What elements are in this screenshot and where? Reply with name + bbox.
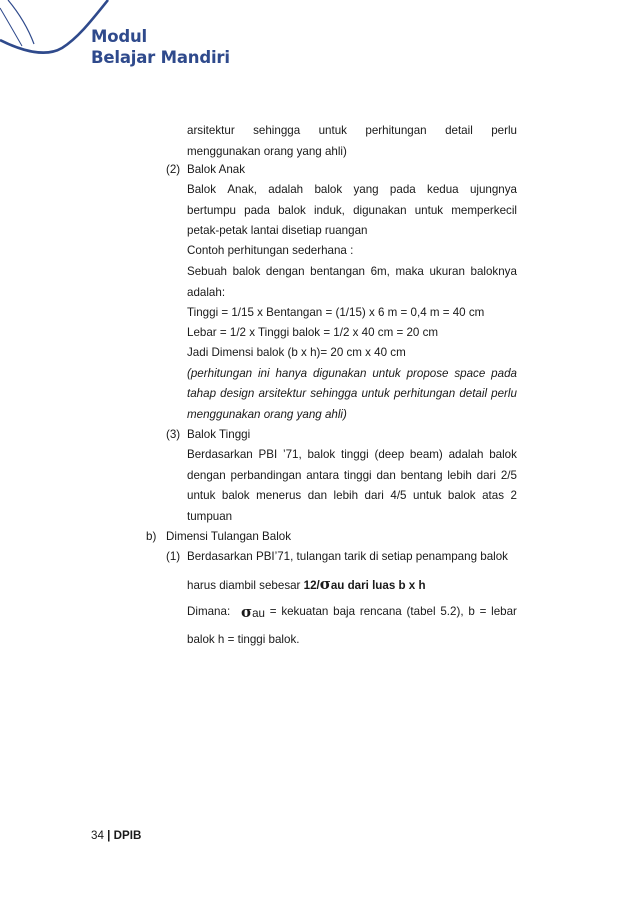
rule-line — [187, 577, 426, 593]
text-line: Contoh perhitungan sederhana : — [187, 244, 354, 257]
text-line: Berdasarkan PBI’71, tulangan tarik di setiap penampang balok — [187, 550, 508, 563]
definition-word: = — [479, 605, 487, 618]
sigma-symbol: σ — [319, 575, 331, 593]
definition-label: Dimana: — [187, 605, 231, 618]
word: kedua — [427, 183, 459, 196]
definition-words — [241, 605, 517, 621]
rule-bold-a: 12/ — [303, 579, 320, 592]
definition-word: b — [468, 605, 475, 618]
definition-word: kekuatan — [281, 605, 329, 618]
list-number: (2) — [166, 163, 181, 176]
justified-line — [187, 448, 517, 462]
word: Berdasarkan — [187, 448, 253, 461]
justified-line — [187, 124, 517, 138]
word: Anak, — [227, 183, 257, 196]
word: untuk — [372, 367, 401, 380]
brand-line-2: Belajar Mandiri — [91, 48, 230, 67]
word: ujungnya — [469, 183, 517, 196]
word: detail — [459, 387, 488, 400]
word: dari — [364, 489, 384, 502]
sigma-symbol: σ — [241, 603, 253, 621]
word: ukuran — [429, 265, 465, 278]
word: atas — [482, 489, 505, 502]
definition-word: au — [252, 607, 265, 620]
word: balok — [221, 489, 250, 502]
word: tahap — [187, 387, 217, 400]
word: beam) — [409, 448, 443, 461]
word: adalah — [268, 183, 304, 196]
word: digunakan — [353, 204, 407, 217]
word: lebih — [447, 469, 472, 482]
word: tinggi — [343, 469, 372, 482]
word: maka — [395, 265, 424, 278]
word: untuk — [361, 387, 390, 400]
word: bentangan — [310, 265, 365, 278]
word: adalah — [448, 448, 484, 461]
definition-word: (tabel — [406, 605, 436, 618]
word: menerus — [256, 489, 302, 502]
definition-word: lebar — [491, 605, 517, 618]
justified-line — [187, 204, 517, 218]
justified-line — [187, 469, 517, 483]
text-line: menggunakan orang yang ahli) — [187, 145, 347, 158]
word: (perhitungan — [187, 367, 253, 380]
definition-line — [187, 605, 517, 621]
rule-bold-b: au dari luas b x h — [330, 579, 426, 592]
word: Sebuah — [187, 265, 227, 278]
word: dari — [476, 469, 496, 482]
word: digunakan — [312, 367, 367, 380]
definition-word: 5.2), — [440, 605, 464, 618]
word: arsitektur — [258, 387, 307, 400]
footer-separator: | — [107, 829, 111, 842]
subheading-balok-anak: Balok Anak — [187, 163, 246, 176]
word: untuk — [414, 204, 444, 217]
word: perlu — [491, 387, 517, 400]
word: dengan — [265, 265, 305, 278]
list-letter: b) — [146, 530, 157, 543]
word: balok — [314, 183, 343, 196]
word: memperkecil — [451, 204, 517, 217]
formula-line: Jadi Dimensi balok (b x h)= 20 cm x 40 cm — [187, 346, 406, 359]
module-brand-title — [91, 26, 230, 68]
word: propose — [406, 367, 449, 380]
word: pada — [491, 367, 517, 380]
page-footer — [91, 829, 141, 842]
word: perhitungan — [393, 387, 456, 400]
word: balok — [278, 204, 306, 217]
formula-line: Lebar = 1/2 x Tinggi balok = 1/2 x 40 cm = 20 cm — [187, 326, 439, 339]
word: pada — [244, 204, 270, 217]
word: yang — [353, 183, 379, 196]
justified-line — [187, 489, 517, 503]
word: hanya — [275, 367, 308, 380]
word: Balok — [187, 183, 217, 196]
word: bentang — [400, 469, 443, 482]
word: perhitungan — [365, 124, 427, 137]
word: untuk — [413, 489, 442, 502]
list-number: (3) — [166, 428, 181, 441]
text-line: petak-petak lantai disetiap ruangan — [187, 224, 368, 237]
brand-line-1: Modul — [91, 27, 147, 46]
word: pada — [389, 183, 416, 196]
italic-note-line: menggunakan orang yang ahli) — [187, 408, 347, 421]
word: tinggi — [340, 448, 369, 461]
word: ’71, — [283, 448, 302, 461]
word: induk, — [313, 204, 345, 217]
word: balok — [232, 265, 261, 278]
word: 2/5 — [500, 469, 517, 482]
footer-label: DPIB — [113, 829, 142, 842]
word: sehingga — [253, 124, 301, 137]
word: detail — [445, 124, 473, 137]
word: perbandingan — [230, 469, 302, 482]
word: ini — [257, 367, 270, 380]
formula-line: Tinggi = 1/15 x Bentangan = (1/15) x 6 m = 0,4 m = 40 cm — [187, 306, 485, 319]
word: 4/5 — [390, 489, 407, 502]
word: balok — [307, 448, 336, 461]
word: lebih — [333, 489, 359, 502]
word: 6m, — [370, 265, 390, 278]
word: space — [454, 367, 486, 380]
justified-line — [187, 183, 517, 197]
italic-note-line — [187, 367, 517, 381]
page-number: 34 — [91, 829, 104, 842]
rule-text: harus diambil sebesar — [187, 579, 304, 592]
definition-word: baja — [333, 605, 356, 618]
word: perlu — [491, 124, 517, 137]
list-number: (1) — [166, 550, 181, 563]
word: untuk — [187, 489, 216, 502]
word: balok — [489, 448, 517, 461]
word: (deep — [374, 448, 405, 461]
definition-word: = — [269, 605, 277, 618]
word: dan — [307, 489, 328, 502]
word: sehingga — [310, 387, 358, 400]
word: arsitektur — [187, 124, 235, 137]
word: design — [220, 387, 255, 400]
text-line: tumpuan — [187, 510, 233, 523]
justified-line — [187, 265, 517, 279]
italic-note-line — [187, 387, 517, 401]
text-line: adalah: — [187, 286, 226, 299]
word: dengan — [187, 469, 226, 482]
word: antara — [306, 469, 340, 482]
definition-first — [241, 605, 265, 621]
word: PBI — [258, 448, 278, 461]
subheading-balok-tinggi: Balok Tinggi — [187, 428, 251, 441]
word: bertumpu — [187, 204, 236, 217]
definition-word: rencana — [359, 605, 402, 618]
text-line: balok h = tinggi balok. — [187, 633, 300, 646]
word: untuk — [318, 124, 347, 137]
subheading-dimensi-tulangan: Dimensi Tulangan Balok — [166, 530, 292, 543]
word: baloknya — [470, 265, 517, 278]
word: 2 — [510, 489, 517, 502]
word: dan — [376, 469, 396, 482]
word: balok — [447, 489, 476, 502]
